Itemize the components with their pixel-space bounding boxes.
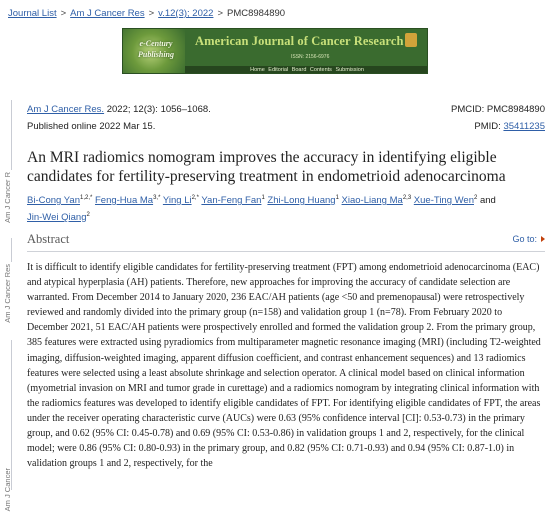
author-affiliation: 1,2,* [80,194,93,201]
journal-banner-title: American Journal of Cancer Research [195,34,404,48]
publisher-logo-text: e-Century Publishing [137,39,174,59]
author-affiliation: 2,* [191,194,199,201]
goto-label: Go to: [512,234,537,244]
breadcrumb-journal-link[interactable]: Am J Cancer Res [70,8,145,19]
sidebar-divider [11,238,12,262]
pmcid [451,101,545,118]
abstract-heading: Abstract [27,232,70,246]
author-affiliation: 2 [474,194,478,201]
author-link[interactable]: Ying Li [162,195,192,206]
breadcrumb-separator: > [148,8,155,19]
pmcid-value: PMC8984890 [486,104,545,115]
author-link[interactable]: Xiao-Liang Ma [341,195,403,206]
breadcrumb-separator: > [60,8,67,19]
author-link[interactable]: Jin-Wei Qiang [27,212,87,223]
authors-conjunction: and [479,195,496,206]
breadcrumb [8,8,285,19]
side-label-top[interactable]: Am J Cancer R [3,172,12,223]
journal-banner[interactable] [122,28,428,74]
sidebar-divider [11,100,12,170]
author-link[interactable]: Zhi-Long Huang [267,195,336,206]
abstract-divider [27,251,545,252]
pmid-label: PMID: [474,121,504,132]
pmcid-label: PMCID: [451,104,487,115]
citation-row [27,101,545,118]
breadcrumb-separator: > [217,8,223,19]
author-link[interactable]: Feng-Hua Ma [94,195,154,206]
journal-badge-icon [405,33,417,47]
citation-details: 2022; 12(3): 1056–1068. [104,104,211,115]
author-affiliation: 1 [335,194,339,201]
citation-journal-link[interactable]: Am J Cancer Res. [27,104,105,115]
pmid-link[interactable]: 35411235 [503,121,545,132]
author-affiliation: 2,3 [402,194,412,201]
author-affiliation: 2 [86,211,90,218]
goto-arrow-icon [541,236,545,242]
author-list [27,192,545,226]
citation-block [27,101,545,135]
side-label-middle[interactable]: Am J Cancer Res [3,264,12,323]
abstract-header [27,232,545,250]
author-link[interactable]: Xue-Ting Wen [413,195,474,206]
author-affiliation: 3,* [153,194,161,201]
breadcrumb-journal-list-link[interactable]: Journal List [8,8,57,19]
author-link[interactable]: Bi-Cong Yan [27,195,80,206]
journal-banner-nav: Home Editorial Board Contents Submission [185,66,428,74]
side-label-bottom[interactable]: Am J Cancer [3,468,12,512]
author-link[interactable]: Yan-Feng Fan [201,195,262,206]
author-affiliation: 1 [261,194,265,201]
journal-banner-issn: ISSN: 2156-6976 [291,54,330,60]
publisher-logo [123,29,185,74]
published-date: Published online 2022 Mar 15. [27,121,156,132]
goto-menu[interactable] [512,234,545,244]
abstract-text: It is difficult to identify eligible candidates for fertility-preserving treatment (FPT) among endometrioid adenocarcinoma (EAC) and atypical hyperplasia (AH) patients. Therefore, new approaches for improving the accuracy of candidate selection are warranted. From December 2014 to January 2020, 236 EAC/AH patients (age <50 and premenopausal) were retrospectively reviewed and randomly divided into the primary group (n=158) and validation group 1 (n=78). From February 2020 to December 2021, 51 EAC/AH patients were prospectively enrolled and formed the validation group 2. From the primary group, 385 features were extracted using pyradiomics from multiparameter magnetic resonance imaging (MRI) (including T2-weighted imaging, diffusion-weighted imaging, apparent diffusion coefficient, and contrast enhancement sequences) and 13 radiomics features were selected using a least absolute shrinkage and selection operator. A clinical model based on clinical information (myometrial invasion on MRI and tumor grade in curettage) and a radiomics nomogram by integrating clinical information with the radiomics features was developed to identify eligible candidates of FPT. For identifying eligible candidates of FPT, the areas under the receiver operating characteristic curve (AUCs) were 0.63 (95% confidence interval [CI]: 0.53-0.73) in the primary group, and 0.62 (95% CI: 0.45-0.78) and 0.69 (95% CI: 0.53-0.86) in validation groups 1 and 2, respectively, for the clinical model; were 0.86 (95% CI: 0.80-0.93) in the primary group, and 0.82 (95% CI: 0.71-0.93) and 0.94 (95% CI: 0.87-1.0) in validation groups 1 and 2, respectively, for the [27,262,541,470]
article-title: An MRI radiomics nomogram improves the accuracy in identifying eligible candidates for fertility-preserving treatment in endometrioid adenocarcinoma [27,149,506,185]
breadcrumb-current-pmc: PMC8984890 [227,8,286,19]
breadcrumb-volume-link[interactable]: v.12(3); 2022 [158,8,214,19]
published-row [27,118,545,135]
pmid [474,118,545,135]
